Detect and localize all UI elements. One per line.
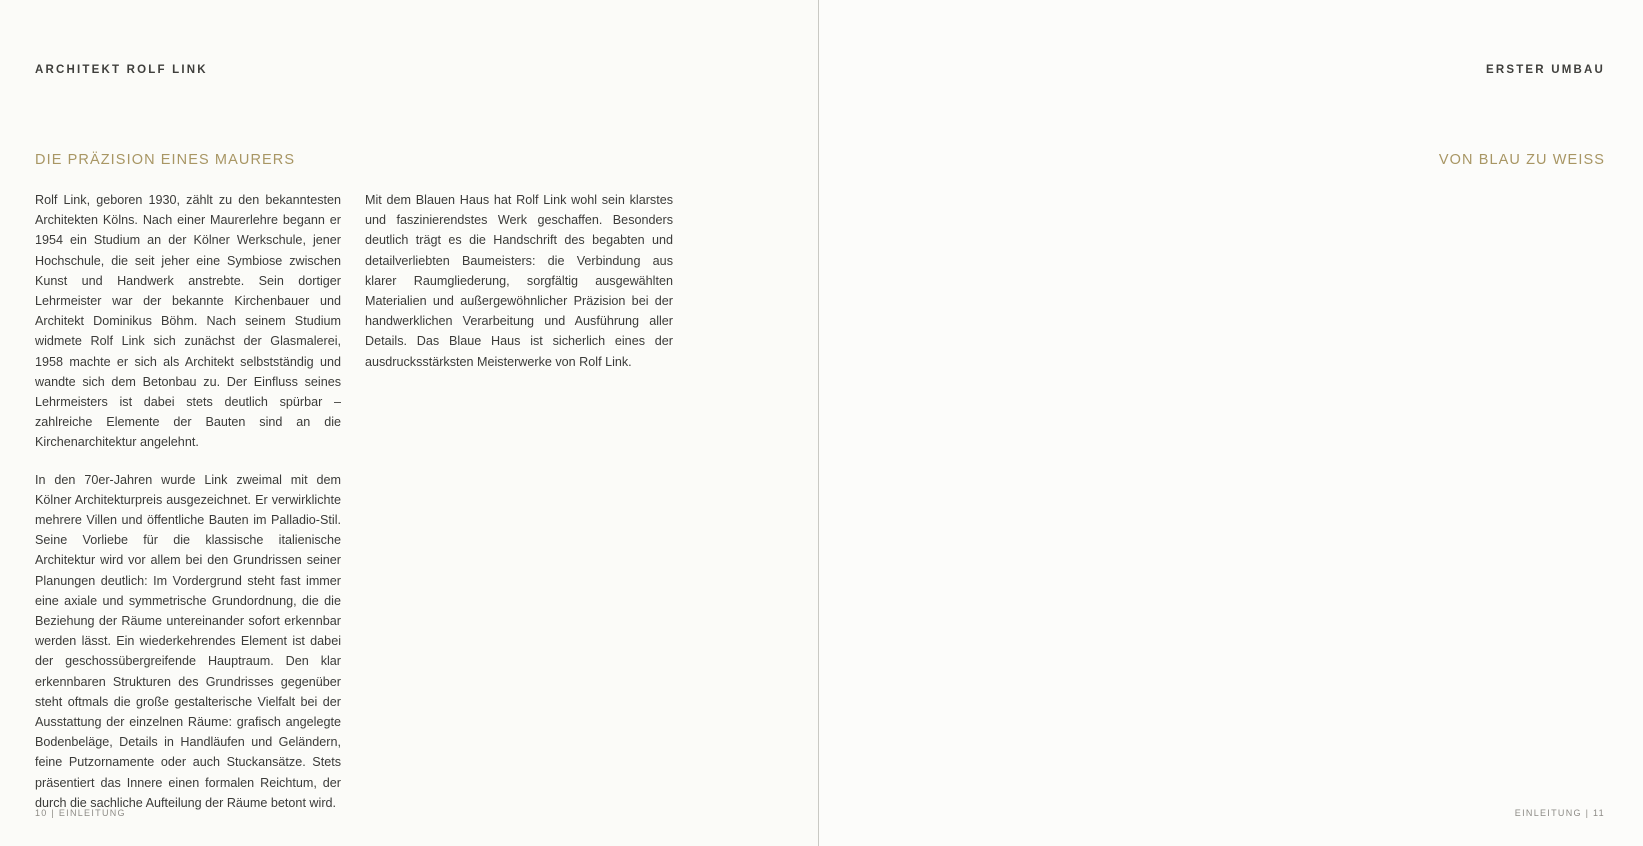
folio-left: 10 | EINLEITUNG (35, 808, 126, 818)
paragraph: Mit dem Blauen Haus hat Rolf Link wohl sein klarstes und faszinierendstes Werk geschaffen. Besonders deutlich trägt es die Handschrift des begabten und detailverliebten Baumeisters: die Verbindung aus klarer Raumgliederung, sorgfältig ausgewählten Materialien und außergewöhnlicher Präzision bei der handwerklichen Verarbeitung und Ausführung aller Details. Das Blaue Haus ist sicherlich eines der ausdrucksstärksten Meisterwerke von Rolf Link. (365, 193, 673, 369)
paragraph: Rolf Link, geboren 1930, zählt zu den bekanntesten Architekten Kölns. Nach einer Maurerlehre begann er 1954 ein Studium an der Kölner Werkschule, jener Hochschule, die seit jeher eine Symbiose zwischen Kunst und Handwerk anstrebte. Sein dortiger Lehrmeister war der bekannte Kirchenbauer und Architekt Dominikus Böhm. Nach seinem Studium widmete Rolf Link sich zunächst der Glasmalerei, 1958 machte er sich als Architekt selbstständig und wandte sich dem Betonbau zu. Der Einfluss seines Lehrmeisters ist dabei stets deutlich spürbar – zahlreiche Elemente der Bauten sind an die Kirchenarchitektur angelehnt. (35, 193, 341, 450)
folio-right: EINLEITUNG | 11 (1514, 808, 1605, 818)
right-page (819, 0, 1643, 846)
left-column-two (365, 190, 673, 372)
left-page (0, 0, 818, 846)
running-head-right: ERSTER UMBAU (1485, 64, 1605, 76)
paragraph: In den 70er-Jahren wurde Link zweimal mit dem Kölner Architekturpreis ausgezeichnet. Er verwirklichte mehrere Villen und öffentliche Bauten im Palladio-Stil. Seine Vorliebe für die klassische italienische Architektur wird vor allem bei den Grundrissen seiner Planungen deutlich: Im Vordergrund steht fast immer eine axiale und symmetrische Grundordnung, die die Beziehung der Räume untereinander sofort erkennbar werden lässt. Ein wiederkehrendes Element ist dabei der geschossübergreifende Hauptraum. Den klar erkennbaren Strukturen des Grundrisses gegenüber steht oftmals die große gestalterische Vielfalt bei der Ausstattung der einzelnen Räume: grafisch angelegte Bodenbeläge, Details in Handläufen und Geländern, feine Putzornamente oder auch Stuckansätze. Stets präsentiert das Innere einen formalen Reichtum, der durch die sachliche Aufteilung der Räume betont wird. (35, 472, 341, 810)
running-head-left: ARCHITEKT ROLF LINK (35, 64, 208, 76)
section-title-left: DIE PRÄZISION EINES MAURERS (35, 152, 296, 168)
left-column-one (35, 190, 341, 813)
section-title-right: VON BLAU ZU WEISS (1438, 152, 1605, 168)
